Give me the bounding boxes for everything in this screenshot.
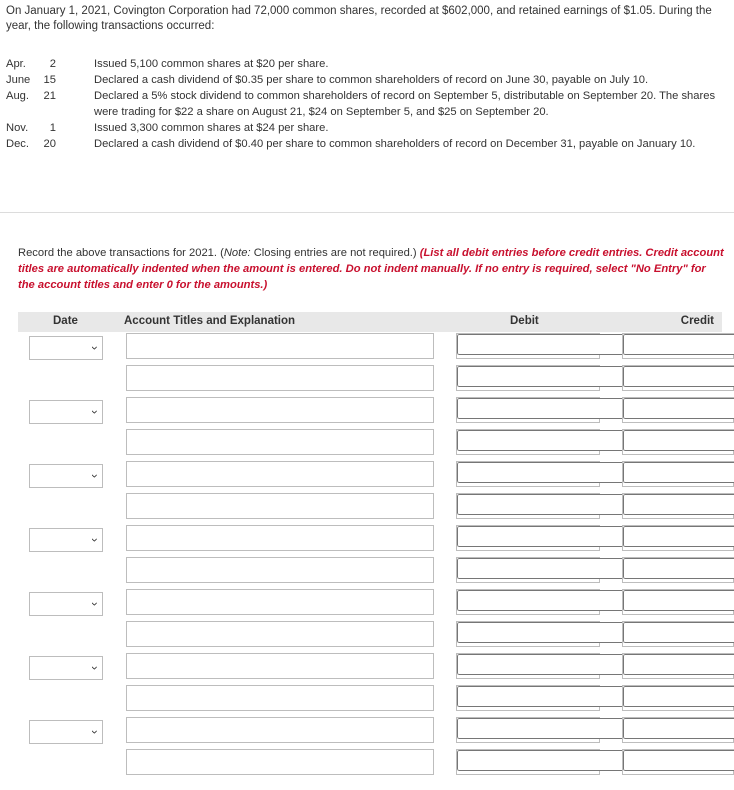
- account-title-input[interactable]: [127, 750, 433, 774]
- debit-field[interactable]: [456, 525, 600, 551]
- credit-field[interactable]: [622, 621, 734, 647]
- debit-input[interactable]: [457, 526, 642, 547]
- chevron-down-icon: ›: [88, 410, 102, 414]
- debit-field[interactable]: [456, 653, 600, 679]
- debit-input[interactable]: [457, 398, 642, 419]
- account-title-field[interactable]: [126, 685, 434, 711]
- account-title-field[interactable]: [126, 653, 434, 679]
- account-title-input[interactable]: [127, 494, 433, 518]
- chevron-down-icon: ›: [88, 730, 102, 734]
- chevron-down-icon: ›: [88, 346, 102, 350]
- credit-field[interactable]: [622, 557, 734, 583]
- account-title-input[interactable]: [127, 430, 433, 454]
- account-title-input[interactable]: [127, 686, 433, 710]
- credit-input[interactable]: [623, 622, 734, 643]
- transaction-item: [6, 120, 730, 136]
- table-row: [0, 461, 734, 489]
- debit-field[interactable]: [456, 557, 600, 583]
- instructions-note-label: Note:: [223, 247, 251, 259]
- credit-input[interactable]: [623, 398, 734, 419]
- transaction-month: Aug.: [6, 90, 30, 102]
- credit-field[interactable]: [622, 525, 734, 551]
- credit-input[interactable]: [623, 750, 734, 771]
- transaction-month: Nov.: [6, 122, 29, 134]
- account-title-input[interactable]: [127, 526, 433, 550]
- table-row: [0, 365, 734, 393]
- debit-input[interactable]: [457, 334, 642, 355]
- instructions: [18, 245, 724, 293]
- date-select[interactable]: [29, 400, 103, 424]
- account-title-input[interactable]: [127, 366, 433, 390]
- debit-field[interactable]: [456, 749, 600, 775]
- table-row: [0, 429, 734, 457]
- debit-input[interactable]: [457, 462, 642, 483]
- date-select[interactable]: [29, 720, 103, 744]
- account-title-field[interactable]: [126, 365, 434, 391]
- account-title-field[interactable]: [126, 717, 434, 743]
- credit-field[interactable]: [622, 429, 734, 455]
- account-title-input[interactable]: [127, 718, 433, 742]
- transaction-description: Declared a 5% stock dividend to common shareholders of record on September 5, distributable on September 20. The shares were trading for $22 a share on August 21, $24 on September 5, and $25 on September 20.: [94, 90, 716, 118]
- table-row: [0, 589, 734, 617]
- date-select[interactable]: [29, 336, 103, 360]
- header-date: Date: [53, 315, 78, 327]
- credit-field[interactable]: [622, 749, 734, 775]
- debit-input[interactable]: [457, 494, 642, 515]
- debit-field[interactable]: [456, 365, 600, 391]
- transaction-day: 21: [43, 90, 56, 102]
- transaction-item: [6, 56, 730, 72]
- problem-intro: On January 1, 2021, Covington Corporation had 72,000 common shares, recorded at $602,000, and retained earnings of $1.05. During the year, the following transactions occurred:: [6, 5, 712, 32]
- debit-field[interactable]: [456, 621, 600, 647]
- chevron-down-icon: ›: [88, 538, 102, 542]
- credit-input[interactable]: [623, 366, 734, 387]
- account-title-field[interactable]: [126, 429, 434, 455]
- date-select[interactable]: [29, 528, 103, 552]
- debit-field[interactable]: [456, 589, 600, 615]
- instructions-lead: Record the above transactions for 2021. (: [18, 247, 224, 259]
- account-title-input[interactable]: [127, 398, 433, 422]
- account-title-input[interactable]: [127, 462, 433, 486]
- account-title-field[interactable]: [126, 461, 434, 487]
- credit-input[interactable]: [623, 686, 734, 707]
- table-row: [0, 717, 734, 745]
- table-row: [0, 685, 734, 713]
- chevron-down-icon: ›: [88, 666, 102, 670]
- chevron-down-icon: ›: [88, 474, 102, 478]
- debit-input[interactable]: [457, 430, 642, 451]
- header-debit: Debit: [510, 315, 539, 327]
- credit-field[interactable]: [622, 717, 734, 743]
- credit-input[interactable]: [623, 526, 734, 547]
- instructions-red-text: (List all debit entries before credit entries. Credit account titles are automatically indented when the amount is entered. Do not indent manually. If no entry is required, select "No Entry" for the account titles and enter 0 for the amounts.): [18, 247, 724, 291]
- debit-input[interactable]: [457, 654, 642, 675]
- date-select[interactable]: [29, 592, 103, 616]
- credit-field[interactable]: [622, 333, 734, 359]
- credit-input[interactable]: [623, 430, 734, 451]
- instructions-note-text: Closing entries are not required.): [250, 247, 420, 259]
- transaction-month: Dec.: [6, 138, 30, 150]
- debit-field[interactable]: [456, 461, 600, 487]
- credit-field[interactable]: [622, 461, 734, 487]
- debit-field[interactable]: [456, 493, 600, 519]
- transaction-description: Issued 5,100 common shares at $20 per share.: [94, 58, 329, 70]
- credit-field[interactable]: [622, 365, 734, 391]
- transaction-description: Declared a cash dividend of $0.40 per share to common shareholders of record on December 31, payable on January 10.: [94, 138, 696, 150]
- transaction-list: [6, 56, 730, 152]
- account-title-input[interactable]: [127, 558, 433, 582]
- debit-input[interactable]: [457, 590, 642, 611]
- table-row: [0, 397, 734, 425]
- header-account: Account Titles and Explanation: [124, 315, 296, 327]
- credit-input[interactable]: [623, 590, 734, 611]
- transaction-item: [6, 88, 730, 120]
- credit-input[interactable]: [623, 558, 734, 579]
- credit-field[interactable]: [622, 397, 734, 423]
- debit-input[interactable]: [457, 718, 642, 739]
- debit-field[interactable]: [456, 717, 600, 743]
- account-title-field[interactable]: [126, 333, 434, 359]
- account-title-field[interactable]: [126, 621, 434, 647]
- table-row: [0, 621, 734, 649]
- header-credit: Credit: [680, 315, 714, 327]
- transaction-day: 1: [49, 122, 56, 134]
- credit-input[interactable]: [623, 718, 734, 739]
- transaction-day: 15: [43, 74, 56, 86]
- table-row: [0, 557, 734, 585]
- debit-input[interactable]: [457, 686, 642, 707]
- date-select[interactable]: [29, 656, 103, 680]
- journal-table-header: [18, 312, 722, 332]
- transaction-day: 20: [43, 138, 56, 150]
- table-row: [0, 525, 734, 553]
- transaction-day: 2: [49, 58, 56, 70]
- account-title-field[interactable]: [126, 493, 434, 519]
- debit-input[interactable]: [457, 622, 642, 643]
- table-row: [0, 749, 734, 777]
- credit-field[interactable]: [622, 685, 734, 711]
- account-title-field[interactable]: [126, 589, 434, 615]
- credit-field[interactable]: [622, 653, 734, 679]
- account-title-field[interactable]: [126, 557, 434, 583]
- date-select[interactable]: [29, 464, 103, 488]
- table-row: [0, 493, 734, 521]
- table-row: [0, 333, 734, 361]
- credit-field[interactable]: [622, 589, 734, 615]
- transaction-item: [6, 72, 730, 88]
- debit-field[interactable]: [456, 333, 600, 359]
- transaction-month: June: [6, 74, 31, 86]
- debit-input[interactable]: [457, 558, 642, 579]
- account-title-input[interactable]: [127, 334, 433, 358]
- debit-field[interactable]: [456, 429, 600, 455]
- debit-field[interactable]: [456, 397, 600, 423]
- table-row: [0, 653, 734, 681]
- credit-input[interactable]: [623, 462, 734, 483]
- transaction-month: Apr.: [6, 58, 26, 70]
- chevron-down-icon: ›: [88, 602, 102, 606]
- account-title-input[interactable]: [127, 654, 433, 678]
- debit-field[interactable]: [456, 685, 600, 711]
- account-title-field[interactable]: [126, 749, 434, 775]
- section-divider: [0, 212, 734, 213]
- account-title-input[interactable]: [127, 622, 433, 646]
- account-title-input[interactable]: [127, 590, 433, 614]
- account-title-field[interactable]: [126, 397, 434, 423]
- credit-input[interactable]: [623, 654, 734, 675]
- transaction-description: Issued 3,300 common shares at $24 per share.: [94, 122, 329, 134]
- debit-input[interactable]: [457, 750, 642, 771]
- transaction-description: Declared a cash dividend of $0.35 per share to common shareholders of record on June 30, payable on July 10.: [94, 74, 649, 86]
- credit-field[interactable]: [622, 493, 734, 519]
- transaction-item: [6, 136, 730, 152]
- credit-input[interactable]: [623, 334, 734, 355]
- account-title-field[interactable]: [126, 525, 434, 551]
- credit-input[interactable]: [623, 494, 734, 515]
- debit-input[interactable]: [457, 366, 642, 387]
